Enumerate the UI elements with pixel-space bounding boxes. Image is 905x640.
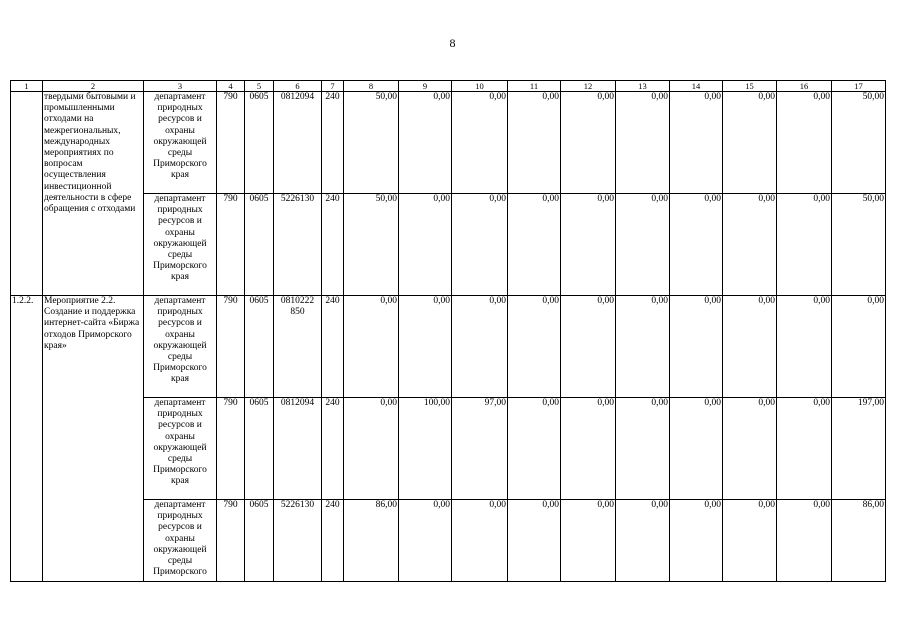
value-cell: 0,00 [508,398,561,500]
value-cell: 50,00 [832,194,886,296]
value-cell: 0,00 [561,398,616,500]
code-cell: 790 [217,296,245,398]
header-row [11,81,886,92]
value-cell: 0,00 [616,398,670,500]
value-cell: 0,00 [561,296,616,398]
budget-table [10,80,886,582]
value-cell: 0,00 [777,500,832,582]
value-cell: 0,00 [777,194,832,296]
value-cell: 0,00 [616,194,670,296]
code-cell: 0810222 850 [274,296,322,398]
header-cell: 12 [561,81,616,92]
header-cell: 3 [144,81,217,92]
value-cell: 100,00 [399,398,452,500]
header-cell: 16 [777,81,832,92]
value-cell: 0,00 [508,296,561,398]
header-cell: 1 [11,81,43,92]
value-cell: 0,00 [670,194,723,296]
value-cell: 97,00 [452,398,508,500]
measure-description: твердыми бытовыми и промышленными отходами на межрегиональных, международных мероприятиях по вопросам осуществления инвестиционной деятельности в сфере обращения с отходами [43,92,144,296]
code-cell: 240 [322,500,344,582]
header-cell: 2 [43,81,144,92]
agency-cell: департамент природных ресурсов и охраны окружающей среды Приморского края [144,296,217,398]
header-cell: 6 [274,81,322,92]
agency-cell: департамент природных ресурсов и охраны окружающей среды Приморского края [144,194,217,296]
value-cell: 0,00 [452,92,508,194]
value-cell: 0,00 [832,296,886,398]
table-row [11,296,886,398]
agency-cell: департамент природных ресурсов и охраны окружающей среды Приморского края [144,92,217,194]
value-cell: 0,00 [616,92,670,194]
value-cell: 0,00 [452,296,508,398]
header-cell: 9 [399,81,452,92]
header-cell: 17 [832,81,886,92]
value-cell: 0,00 [399,92,452,194]
code-cell: 0812094 [274,92,322,194]
value-cell: 0,00 [777,296,832,398]
value-cell: 0,00 [777,92,832,194]
code-cell: 0605 [245,500,274,582]
header-cell: 14 [670,81,723,92]
value-cell: 0,00 [670,296,723,398]
value-cell: 0,00 [723,92,777,194]
code-cell: 790 [217,500,245,582]
value-cell: 0,00 [508,92,561,194]
value-cell: 0,00 [399,500,452,582]
value-cell: 0,00 [670,398,723,500]
header-cell: 5 [245,81,274,92]
code-cell: 0605 [245,194,274,296]
code-cell: 240 [322,92,344,194]
value-cell: 0,00 [723,296,777,398]
value-cell: 0,00 [723,194,777,296]
code-cell: 790 [217,398,245,500]
value-cell: 0,00 [508,500,561,582]
value-cell: 0,00 [452,194,508,296]
value-cell: 0,00 [344,296,399,398]
code-cell: 0605 [245,398,274,500]
value-cell: 0,00 [670,500,723,582]
code-cell: 790 [217,92,245,194]
code-cell: 5226130 [274,194,322,296]
value-cell: 0,00 [561,500,616,582]
value-cell: 0,00 [399,194,452,296]
value-cell: 0,00 [344,398,399,500]
header-cell: 10 [452,81,508,92]
value-cell: 50,00 [344,194,399,296]
code-cell: 0605 [245,92,274,194]
code-cell: 790 [217,194,245,296]
value-cell: 0,00 [670,92,723,194]
code-cell: 240 [322,398,344,500]
value-cell: 0,00 [777,398,832,500]
value-cell: 50,00 [344,92,399,194]
header-cell: 7 [322,81,344,92]
header-cell: 11 [508,81,561,92]
value-cell: 86,00 [344,500,399,582]
value-cell: 0,00 [508,194,561,296]
measure-description: Мероприятие 2.2. Создание и поддержка интернет-сайта «Биржа отходов Приморского края» [43,296,144,582]
row-number-cell: 1.2.2. [11,296,43,582]
value-cell: 0,00 [399,296,452,398]
value-cell: 86,00 [832,500,886,582]
code-cell: 0812094 [274,398,322,500]
table-row [11,92,886,194]
agency-cell: департамент природных ресурсов и охраны окружающей среды Приморского [144,500,217,582]
value-cell: 197,00 [832,398,886,500]
value-cell: 50,00 [832,92,886,194]
header-cell: 4 [217,81,245,92]
code-cell: 0605 [245,296,274,398]
value-cell: 0,00 [452,500,508,582]
row-number-cell [11,92,43,296]
header-cell: 8 [344,81,399,92]
code-cell: 5226130 [274,500,322,582]
value-cell: 0,00 [561,194,616,296]
code-cell: 240 [322,194,344,296]
header-cell: 15 [723,81,777,92]
value-cell: 0,00 [723,500,777,582]
value-cell: 0,00 [616,296,670,398]
code-cell: 240 [322,296,344,398]
value-cell: 0,00 [561,92,616,194]
value-cell: 0,00 [616,500,670,582]
page-number: 8 [449,36,456,50]
agency-cell: департамент природных ресурсов и охраны окружающей среды Приморского края [144,398,217,500]
value-cell: 0,00 [723,398,777,500]
header-cell: 13 [616,81,670,92]
